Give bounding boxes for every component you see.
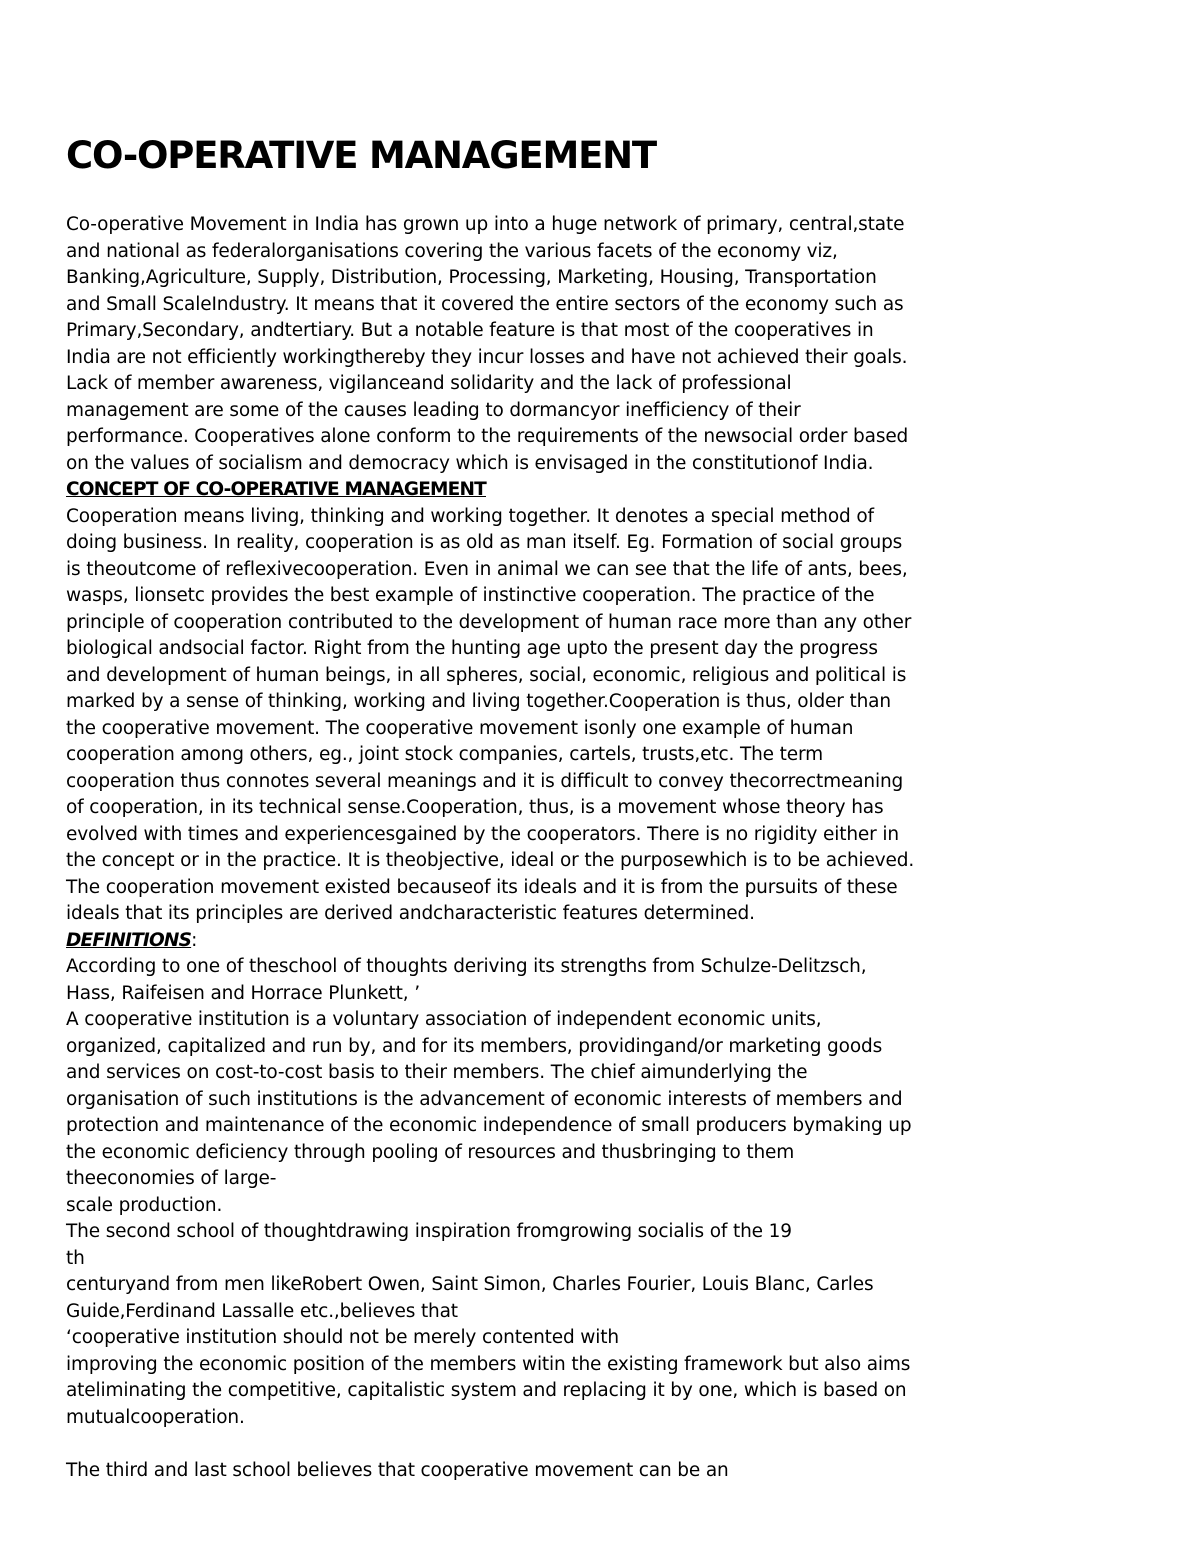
text-line: biological andsocial factor. Right from the hunting age upto the present day the progress <box>66 638 878 659</box>
text-line: theeconomies of large- <box>66 1168 277 1189</box>
text-line: doing business. In reality, cooperation is as old as man itself. Eg. Formation of social groups <box>66 532 903 553</box>
text-line: The cooperation movement existed becauseof its ideals and it is from the pursuits of these <box>66 876 898 898</box>
text-line: cooperation among others, eg., joint stock companies, cartels, trusts,etc. The term <box>66 744 823 765</box>
definitions-heading-line <box>66 928 1066 955</box>
text-line: of cooperation, in its technical sense.Cooperation, thus, is a movement whose theory has <box>66 797 884 818</box>
text-line: Primary,Secondary, andtertiary. But a notable feature is that most of the cooperatives in <box>66 320 874 341</box>
text-line: Hass, Raifeisen and Horrace Plunkett, ’ <box>66 982 420 1004</box>
text-line: Cooperation means living, thinking and working together. It denotes a special method of <box>66 505 874 527</box>
concept-heading-line <box>66 477 1066 504</box>
text-line: protection and maintenance of the economic independence of small producers bymaking up <box>66 1115 912 1136</box>
definitions-colon: : <box>191 929 198 951</box>
text-line: The second school of thoughtdrawing inspiration fromgrowing socialis of the 19 <box>66 1221 792 1242</box>
blank-line <box>66 1431 1066 1458</box>
text-line: ideals that its principles are derived andcharacteristic features determined. <box>66 903 755 924</box>
document-title: CO-OPERATIVE MANAGEMENT <box>66 134 656 177</box>
text-line: ‘cooperative institution should not be merely contented with <box>66 1327 619 1348</box>
text-line: scale production. <box>66 1194 223 1216</box>
text-line: Lack of member awareness, vigilanceand solidarity and the lack of professional <box>66 373 792 394</box>
text-line: is theoutcome of reflexivecooperation. Even in animal we can see that the life of ants, bees, <box>66 558 908 580</box>
text-line: cooperation thus connotes several meanings and it is difficult to convey thecorrectmeaning <box>66 770 904 792</box>
text-line: evolved with times and experiencesgained by the cooperators. There is no rigidity either in <box>66 823 899 845</box>
text-line: India are not efficiently workingthereby they incur losses and have not achieved their goals. <box>66 346 908 368</box>
intro-paragraph <box>66 212 1066 477</box>
definitions-paragraph <box>66 954 1066 1431</box>
text-line: According to one of theschool of thoughts deriving its strengths from Schulze-Delitzsch, <box>66 956 867 977</box>
text-line: management are some of the causes leading to dormancyor inefficiency of their <box>66 399 801 421</box>
text-line: and national as federalorganisations covering the various facets of the economy viz, <box>66 240 838 262</box>
text-line: th <box>66 1247 85 1269</box>
text-line: principle of cooperation contributed to the development of human race more than any other <box>66 611 912 633</box>
text-line: improving the economic position of the members witin the existing framework but also aims <box>66 1353 911 1375</box>
text-line: organisation of such institutions is the advancement of economic interests of members and <box>66 1088 903 1110</box>
text-line: Banking,Agriculture, Supply, Distribution, Processing, Marketing, Housing, Transportation <box>66 267 877 288</box>
text-line: centuryand from men likeRobert Owen, Saint Simon, Charles Fourier, Louis Blanc, Carles <box>66 1274 874 1295</box>
concept-paragraph <box>66 504 1066 928</box>
text-line: organized, capitalized and run by, and for its members, providingand/or marketing goods <box>66 1035 883 1057</box>
document-page <box>66 130 1066 1484</box>
text-line: performance. Cooperatives alone conform to the requirements of the newsocial order based <box>66 426 909 447</box>
text-line: and services on cost-to-cost basis to their members. The chief aimunderlying the <box>66 1062 808 1083</box>
text-line: A cooperative institution is a voluntary association of independent economic units, <box>66 1009 822 1030</box>
text-line: Co-operative Movement in India has grown up into a huge network of primary, central,state <box>66 214 905 235</box>
definitions-heading: DEFINITIONS <box>66 929 192 951</box>
text-line: the concept or in the practice. It is theobjective, ideal or the purposewhich is to be achieved. <box>66 850 915 871</box>
text-line: on the values of socialism and democracy which is envisaged in the constitutionof India. <box>66 452 874 474</box>
text-line: mutualcooperation. <box>66 1406 245 1428</box>
text-line: the economic deficiency through pooling of resources and thusbringing to them <box>66 1141 795 1163</box>
concept-heading: CONCEPT OF CO-OPERATIVE MANAGEMENT <box>66 479 486 500</box>
text-line: marked by a sense of thinking, working and living together.Cooperation is thus, older than <box>66 691 891 712</box>
final-line: The third and last school believes that cooperative movement can be an <box>66 1459 729 1481</box>
text-line: and Small ScaleIndustry. It means that it covered the entire sectors of the economy such as <box>66 293 904 315</box>
text-line: wasps, lionsetc provides the best example of instinctive cooperation. The practice of the <box>66 585 875 606</box>
text-line: the cooperative movement. The cooperative movement isonly one example of human <box>66 717 854 739</box>
text-line: and development of human beings, in all spheres, social, economic, religious and political is <box>66 664 907 686</box>
text-line: ateliminating the competitive, capitalistic system and replacing it by one, which is based on <box>66 1380 907 1401</box>
text-line: Guide,Ferdinand Lassalle etc.,believes that <box>66 1300 458 1322</box>
